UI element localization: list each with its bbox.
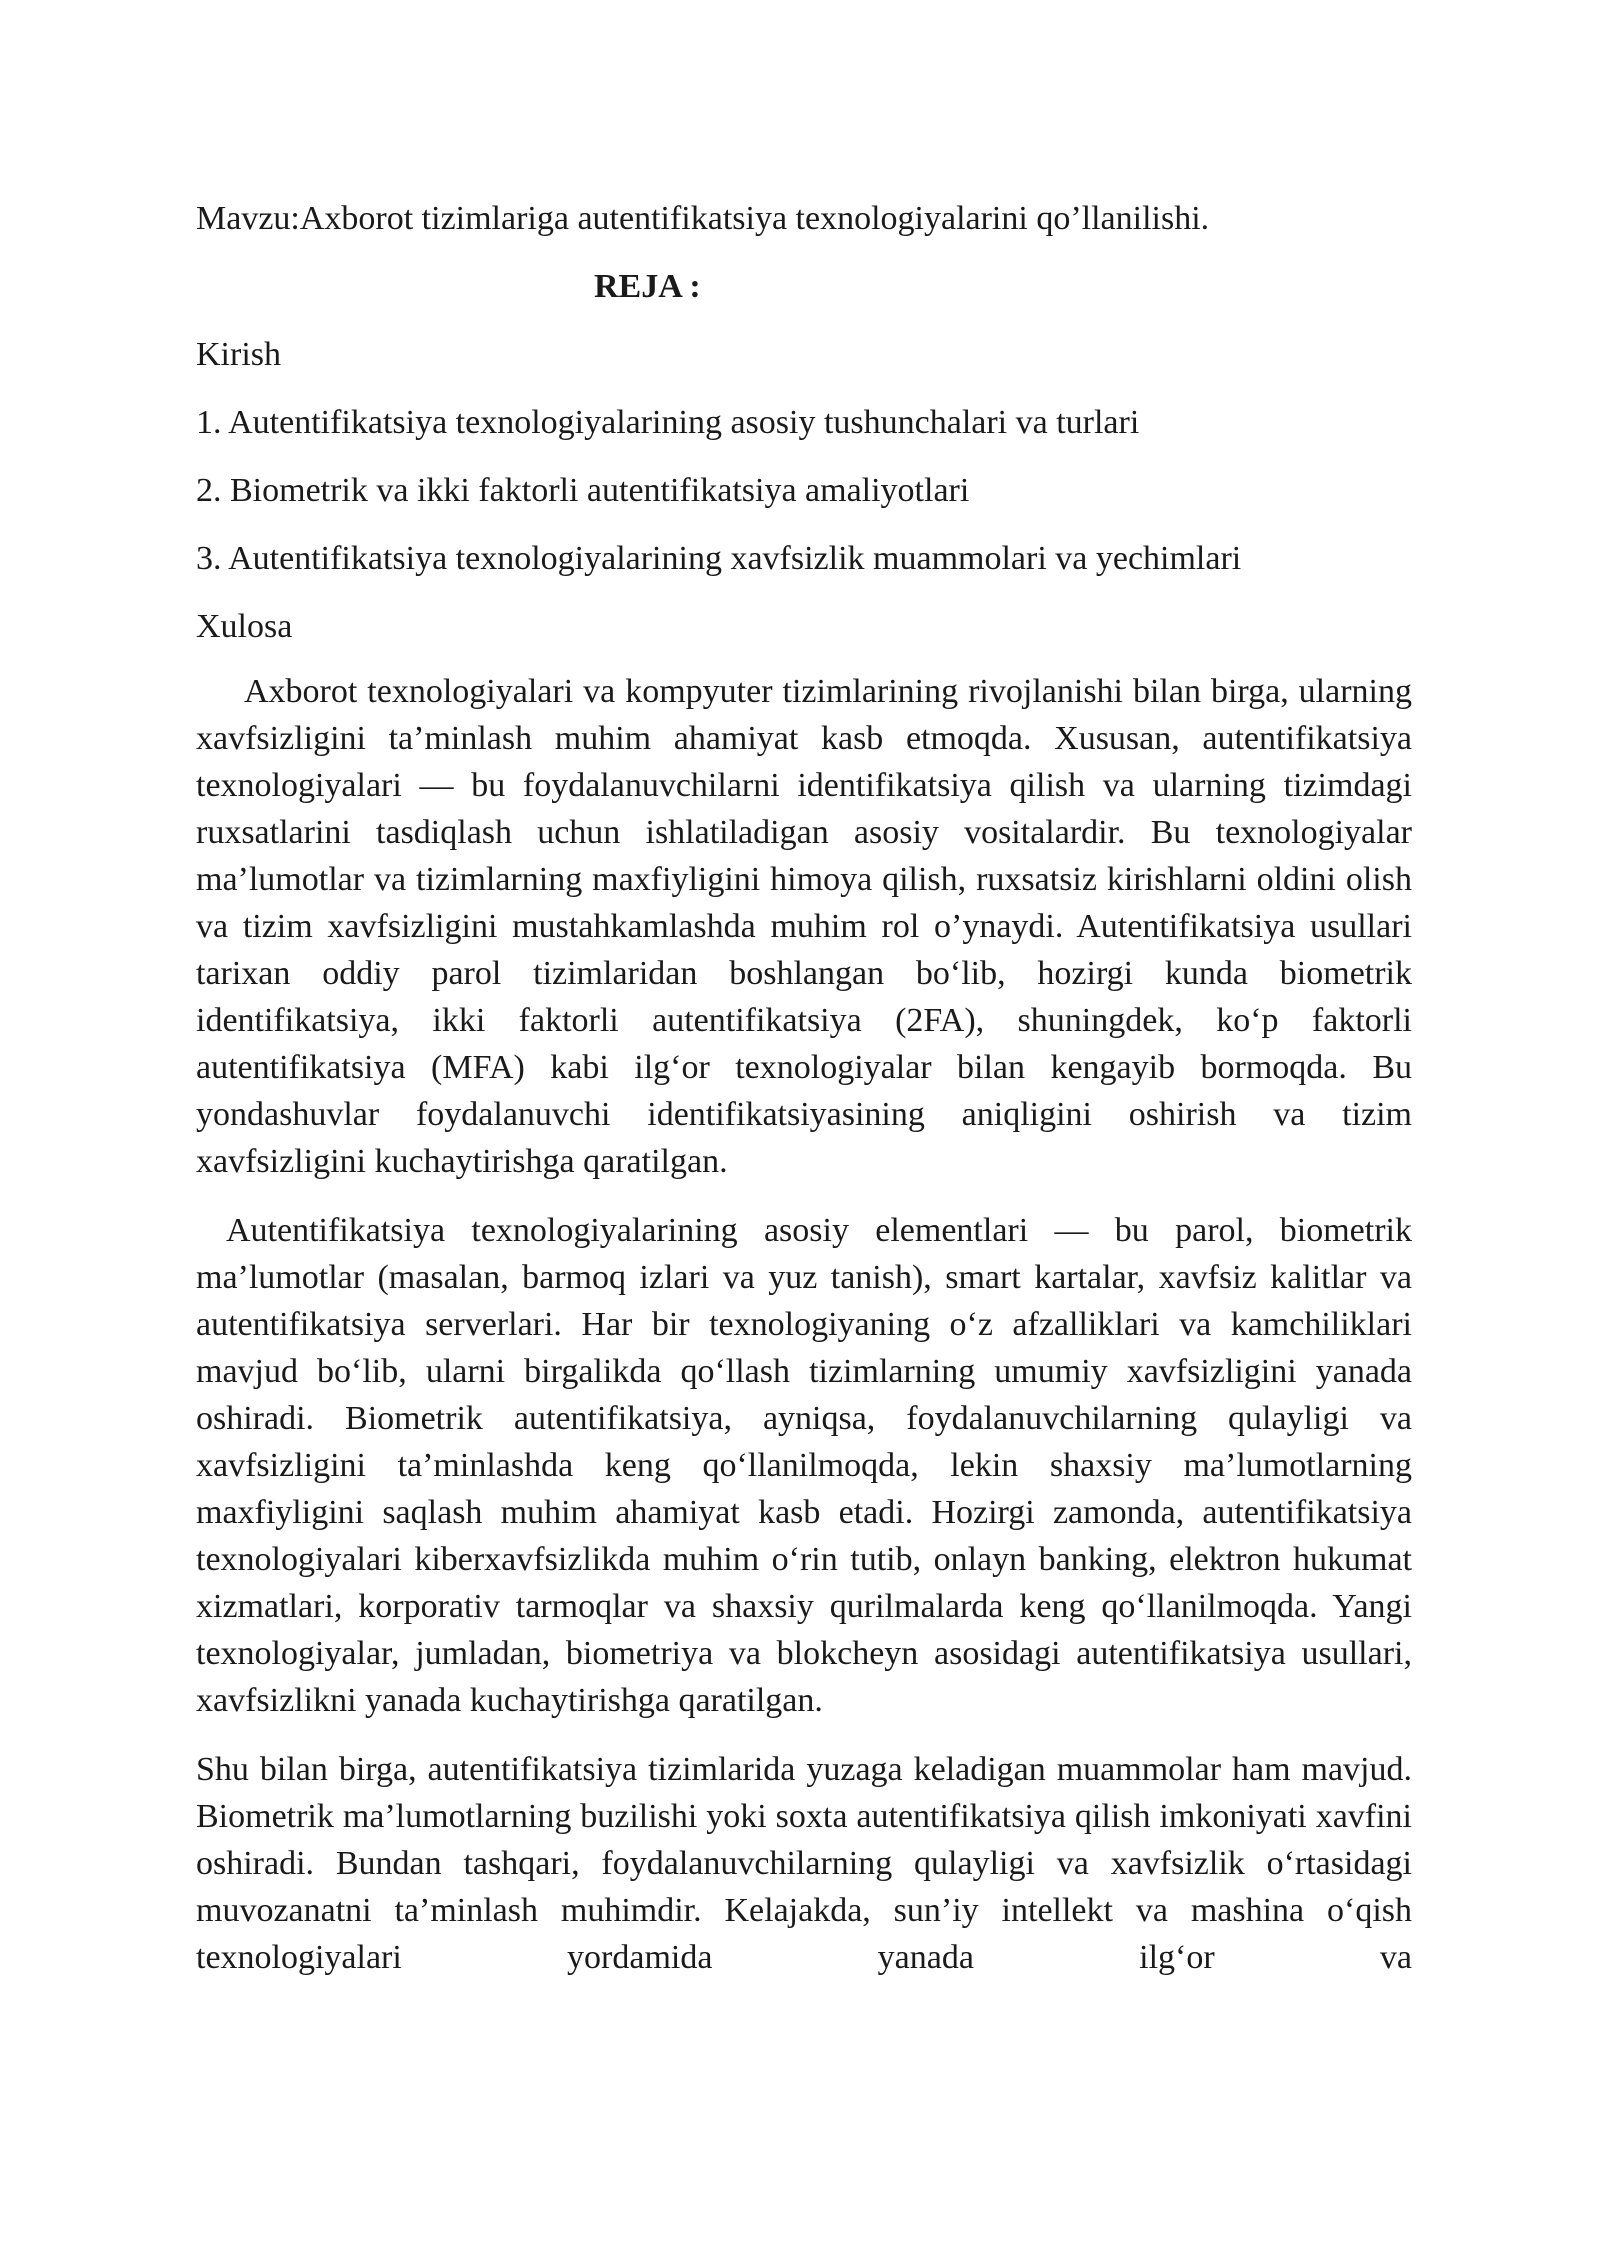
plan-heading: REJA : xyxy=(594,268,701,305)
document-title: Mavzu:Axborot tizimlariga autentifikatsiya texnologiyalarini qo’llanilishi. xyxy=(196,200,1210,237)
plan-item-1: 1. Autentifikatsiya texnologiyalarining asosiy tushunchalari va turlari xyxy=(196,404,1140,441)
body-paragraph-3: Shu bilan birga, autentifikatsiya tizimlarida yuzaga keladigan muammolar ham mavjud. Biometrik ma’lumotlarning buzilishi yoki soxta autentifikatsiya qilish imkoniyati xavfini oshiradi. Bundan tashqari, foydalanuvchilarning qulayligi va xavfsizlik o‘rtasidagi muvozanatni ta’minlash muhimdir. Kelajakda, sun’iy intellekt va mashina o‘qish texnologiyalari yordamida yanada ilg‘or va xyxy=(196,1751,1412,1976)
document-content xyxy=(196,196,1412,1981)
body-paragraph-2: Autentifikatsiya texnologiyalarining asosiy elementlari — bu parol, biometrik ma’lumotlar (masalan, barmoq izlari va yuz tanish), smart kartalar, xavfsiz kalitlar va autentifikatsiya serverlari. Har bir texnologiyaning o‘z afzalliklari va kamchiliklari mavjud bo‘lib, ularni birgalikda qo‘llash tizimlarning umumiy xavfsizligini yanada oshiradi. Biometrik autentifikatsiya, ayniqsa, foydalanuvchilarning qulayligi va xavfsizligini ta’minlashda keng qo‘llanilmoqda, lekin shaxsiy ma’lumotlarning maxfiyligini saqlash muhim ahamiyat kasb etadi. Hozirgi zamonda, autentifikatsiya texnologiyalari kiberxavfsizlikda muhim o‘rin tutib, onlayn banking, elektron hukumat xizmatlari, korporativ tarmoqlar va shaxsiy qurilmalarda keng qo‘llanilmoqda. Yangi texnologiyalar, jumladan, biometriya va blokcheyn asosidagi autentifikatsiya usullari, xavfsizlikni yanada kuchaytirishga qaratilgan. xyxy=(196,1212,1412,1719)
plan-item-3: 3. Autentifikatsiya texnologiyalarining xavfsizlik muammolari va yechimlari xyxy=(196,540,1242,577)
plan-list xyxy=(196,332,1412,650)
plan-item-2: 2. Biometrik va ikki faktorli autentifikatsiya amaliyotlari xyxy=(196,472,970,509)
body-paragraph-1: Axborot texnologiyalari va kompyuter tizimlarining rivojlanishi bilan birga, ularning xavfsizligini ta’minlash muhim ahamiyat kasb etmoqda. Xususan, autentifikatsiya texnologiyalari — bu foydalanuvchilarni identifikatsiya qilish va ularning tizimdagi ruxsatlarini tasdiqlash uchun ishlatiladigan asosiy vositalardir. Bu texnologiyalar ma’lumotlar va tizimlarning maxfiyligini himoya qilish, ruxsatsiz kirishlarni oldini olish va tizim xavfsizligini mustahkamlashda muhim rol o’ynaydi. Autentifikatsiya usullari tarixan oddiy parol tizimlaridan boshlangan bo‘lib, hozirgi kunda biometrik identifikatsiya, ikki faktorli autentifikatsiya (2FA), shuningdek, ko‘p faktorli autentifikatsiya (MFA) kabi ilg‘or texnologiyalar bilan kengayib bormoqda. Bu yondashuvlar foydalanuvchi identifikatsiyasining aniqligini oshirish va tizim xavfsizligini kuchaytirishga qaratilgan. xyxy=(196,673,1412,1180)
plan-item-intro: Kirish xyxy=(196,336,281,373)
plan-item-conclusion: Xulosa xyxy=(196,608,293,645)
